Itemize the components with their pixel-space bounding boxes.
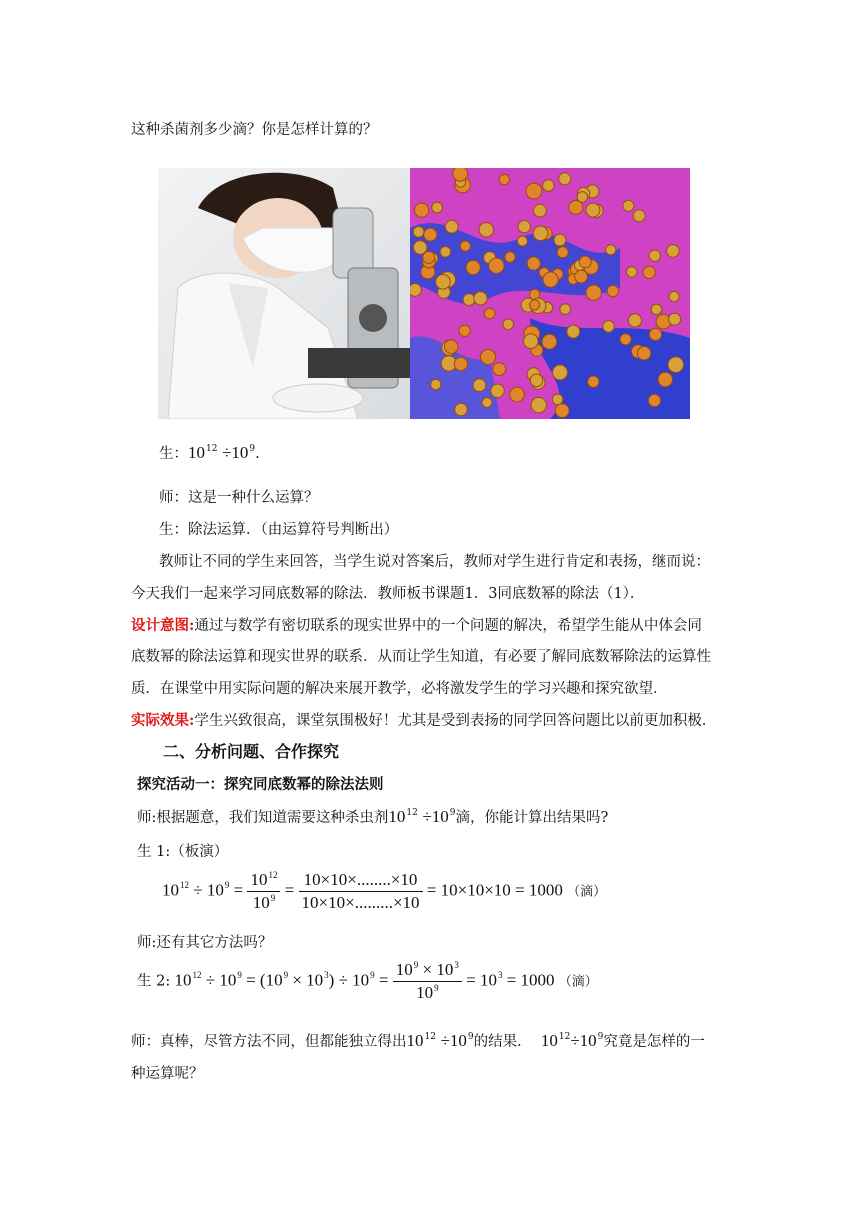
teacher-final-line-2: 种运算呢？	[131, 1066, 204, 1082]
virus-particle	[557, 247, 568, 258]
virus-particle	[524, 334, 539, 349]
virus-particle	[453, 168, 468, 181]
virus-particle	[555, 404, 569, 418]
virus-particle	[444, 340, 458, 354]
equation-2: 生 2: $10^{12} \div 10^9 = (10^9 \times 10^3) \div 10^9$ = $\frac{10^9 \times 10^3}{10^9}$ = $10^3 = 1000$ （滴）	[137, 960, 598, 1002]
virus-particle	[637, 347, 650, 360]
virus-particle	[413, 227, 424, 238]
virus-particle	[503, 319, 514, 330]
virus-particle	[431, 379, 441, 389]
activity-heading: 探究活动一：探究同底数幂的除法法则	[137, 776, 384, 793]
section-heading: 二、分析问题、合作探究	[163, 742, 340, 761]
teacher-question: 师：这是一种什么运算？	[159, 490, 319, 506]
virus-particle	[440, 247, 451, 258]
virus-particle	[575, 270, 588, 283]
design-intent-line3: 质．在课堂中用实际问题的解决来展开教学，必将激发学生的学习兴趣和探究欲望．	[131, 681, 668, 697]
virus-particle	[474, 292, 487, 305]
virus-particle	[648, 394, 660, 406]
virus-particle	[542, 334, 557, 349]
virus-particle	[552, 394, 563, 405]
lab-photo	[158, 168, 410, 419]
fraction-product: $\frac{10^9 \times 10^3}{10^9}$	[393, 960, 462, 1003]
teacher-final-line: 师：真棒，尽管方法不同，但都能独立得出$10^{12} \div 10^9$的结果． $10^{12}\div 10^9$究竟是怎样的一	[131, 1031, 705, 1050]
student-expression: 生：$10^{12} \div 10^9$.	[159, 443, 260, 462]
virus-particle	[424, 228, 437, 241]
virus-particle	[436, 275, 451, 290]
virus-particle	[669, 313, 681, 325]
virus-particle	[620, 334, 631, 345]
virus-particle	[668, 357, 684, 373]
virus-particle	[489, 258, 504, 273]
fraction-power: $\frac{10^{12}}{10^9}$	[247, 870, 280, 913]
student-answer: 生：除法运算．（由运算符号判断出）	[159, 522, 399, 538]
virus-particle	[530, 374, 543, 387]
virus-particle	[588, 376, 599, 387]
virus-particle	[479, 223, 493, 237]
virus-particle	[658, 372, 672, 386]
design-intent-line1: 设计意图:通过与数学有密切联系的现实世界中的一个问题的解决，希望学生能从中体会同	[131, 617, 702, 634]
virus-particle	[543, 272, 558, 287]
virus-particle	[530, 300, 540, 310]
virus-particle	[517, 236, 527, 246]
design-intent-line2: 底数幂的除法运算和现实世界的联系．从而让学生知道，有必要了解同底数幂除法的运算性	[131, 649, 711, 665]
virus-particle	[567, 325, 580, 338]
teacher-line-1: 师:根据题意，我们知道需要这种杀虫剂$10^{12} \div 10^9$滴，你能计算出结果吗?	[137, 807, 609, 826]
fraction-expanded: $\frac{10\times 10\times........\times 10}{10\times 10\times.........\times 10}$	[299, 870, 423, 913]
virus-particle	[466, 260, 480, 274]
virus-particle	[505, 252, 515, 262]
scientist-illustration	[158, 168, 410, 419]
virus-particle	[669, 291, 679, 301]
virus-particle	[518, 220, 530, 232]
paragraph-1a: 教师让不同的学生来回答，当学生说对答案后，教师对学生进行肯定和表扬，继而说：	[159, 554, 710, 570]
paragraph-1b: 今天我们一起来学习同底数幂的除法．教师板书课题1．3同底数幂的除法（1）．	[131, 586, 645, 602]
virus-particle	[455, 403, 468, 416]
virus-particle	[459, 325, 470, 336]
teacher-other-method: 师:还有其它方法吗？	[137, 935, 273, 951]
student1-label: 生 1:（板演）	[137, 844, 229, 860]
equation-1: $10^{12} \div 10^9$ = $\frac{10^{12}}{10^9}$ = $\frac{10\times 10\times........\times 10}{10\times 10\times.........\times 10}$ = 10×10×10 = 1000 （滴）	[162, 870, 607, 912]
virus-particle	[559, 173, 571, 185]
virus-particle	[410, 284, 421, 297]
virus-particle	[460, 241, 470, 251]
intro-question: 这种杀菌剂多少滴？你是怎样计算的？	[131, 122, 378, 138]
virus-particle	[586, 203, 600, 217]
virus-particle	[569, 200, 583, 214]
virus-particle	[445, 220, 458, 233]
virus-particle	[499, 174, 509, 184]
virus-particle	[432, 202, 443, 213]
virus-particle	[463, 294, 475, 306]
virus-particle	[473, 379, 486, 392]
virus-particle	[649, 328, 661, 340]
virus-particle	[643, 266, 655, 278]
virus-particle	[527, 257, 540, 270]
virus-particle	[560, 304, 571, 315]
virus-particle	[667, 245, 680, 258]
virus-particle	[480, 349, 495, 364]
virus-particle	[628, 314, 641, 327]
virus-particle	[603, 321, 615, 333]
virus-particle	[554, 234, 566, 246]
virus-particle	[543, 180, 555, 192]
virus-particle	[482, 398, 492, 408]
virus-particle	[586, 285, 601, 300]
virus-particle	[510, 387, 525, 402]
virus-particle	[526, 183, 542, 199]
virus-particle	[606, 245, 616, 255]
virus-particle	[534, 204, 547, 217]
virus-particle	[623, 200, 634, 211]
virus-particle	[626, 267, 637, 278]
virus-particle	[484, 308, 495, 319]
virus-particle	[651, 304, 662, 315]
virus-particle	[531, 397, 546, 412]
virus-particle	[633, 210, 645, 222]
virus-particle	[607, 285, 618, 296]
virus-particle	[533, 226, 548, 241]
virus-illustration	[410, 168, 690, 419]
virus-particle	[493, 363, 506, 376]
virus-particle	[413, 241, 427, 255]
virus-particle	[553, 365, 568, 380]
actual-effect: 实际效果:学生兴致很高，课堂氛围极好！尤其是受到表扬的同学回答问题比以前更加积极．	[131, 712, 717, 729]
virus-micrograph	[410, 168, 690, 419]
virus-particle	[454, 357, 467, 370]
virus-particle	[579, 256, 591, 268]
virus-particle	[491, 384, 505, 398]
virus-particle	[415, 203, 429, 217]
virus-particle	[649, 250, 660, 261]
